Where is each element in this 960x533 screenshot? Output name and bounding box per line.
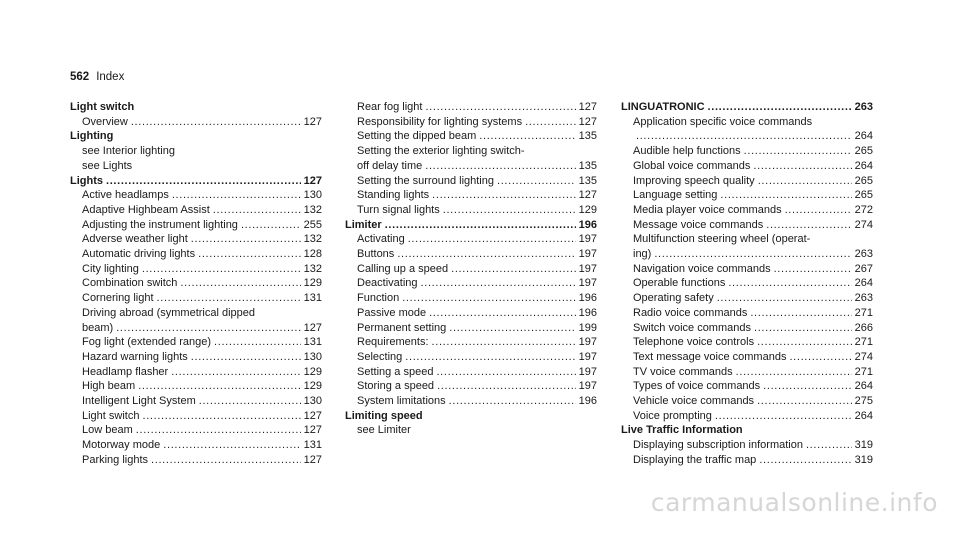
- entry-label: Buttons: [357, 248, 395, 261]
- index-heading: [70, 100, 322, 115]
- entry-label: Switch voice commands: [633, 321, 751, 334]
- leader-dots: [757, 394, 852, 409]
- leader-dots: [750, 306, 851, 321]
- index-entry: [621, 174, 873, 189]
- page-ref: 197: [578, 262, 597, 275]
- entry-label: Standing lights: [357, 189, 430, 202]
- entry-label: Combination switch: [82, 277, 178, 290]
- index-entry: [345, 159, 597, 174]
- leader-dots: [136, 423, 301, 438]
- index-entry: [621, 276, 873, 291]
- index-entry: [345, 365, 597, 380]
- entry-label: Motorway mode: [82, 439, 161, 452]
- page-ref: 132: [303, 233, 322, 246]
- index-entry: [70, 321, 322, 336]
- index-column-1: [70, 100, 322, 468]
- index-entry: [621, 438, 873, 453]
- entry-label: Requirements:: [357, 336, 429, 349]
- leader-dots: [172, 188, 301, 203]
- entry-label: System limitations: [357, 395, 446, 408]
- index-entry: [345, 232, 597, 247]
- index-entry: [621, 365, 873, 380]
- entry-label: beam): [82, 321, 114, 334]
- index-entry: [70, 262, 322, 277]
- page-ref: 263: [854, 292, 873, 305]
- index-entry: [70, 115, 322, 130]
- entry-label: Navigation voice commands: [633, 262, 771, 275]
- leader-dots: [717, 291, 852, 306]
- index-entry: [621, 394, 873, 409]
- page-ref: 266: [854, 321, 873, 334]
- leader-dots: [425, 100, 575, 115]
- index-entry: [621, 350, 873, 365]
- leader-dots: [157, 291, 301, 306]
- leader-dots: [138, 379, 300, 394]
- page-ref: 274: [854, 218, 873, 231]
- page-ref: 264: [854, 277, 873, 290]
- entry-label: Turn signal lights: [357, 203, 440, 216]
- leader-dots: [789, 350, 851, 365]
- leader-dots: [405, 350, 575, 365]
- entry-label: Parking lights: [82, 453, 149, 466]
- page-ref: 199: [578, 321, 597, 334]
- entry-label: ing): [633, 248, 652, 261]
- index-entry: [70, 438, 322, 453]
- leader-dots: [213, 203, 301, 218]
- entry-label: Passive mode: [357, 306, 427, 319]
- page-ref: 319: [854, 453, 873, 466]
- page-ref: 263: [854, 248, 873, 261]
- leader-dots: [432, 188, 575, 203]
- index-entry: [70, 306, 322, 321]
- entry-label: Selecting: [357, 350, 403, 363]
- leader-dots: [720, 188, 851, 203]
- entry-label: Voice prompting: [633, 409, 712, 422]
- page-ref: 127: [303, 453, 322, 466]
- index-entry: [70, 232, 322, 247]
- index-entry: [345, 174, 597, 189]
- index-column-3: [621, 100, 873, 468]
- index-entry: [70, 218, 322, 233]
- index-entry: [345, 262, 597, 277]
- index-entry: [70, 276, 322, 291]
- page-ref: 129: [303, 365, 322, 378]
- index-entry: [621, 203, 873, 218]
- leader-dots: [142, 262, 301, 277]
- leader-dots: [191, 350, 301, 365]
- index-entry: [621, 144, 873, 159]
- entry-label: Calling up a speed: [357, 262, 449, 275]
- page-ref: 129: [578, 203, 597, 216]
- page-ref: 132: [303, 203, 322, 216]
- leader-dots: [385, 218, 576, 233]
- entry-label: Multifunction steering wheel (operat-: [633, 233, 811, 246]
- page-header: [70, 71, 124, 83]
- leader-dots: [715, 409, 852, 424]
- leader-dots: [437, 379, 576, 394]
- page-ref: 265: [854, 189, 873, 202]
- index-entry: [621, 291, 873, 306]
- index-entry: [70, 203, 322, 218]
- page-ref: 127: [303, 409, 322, 422]
- leader-dots: [191, 232, 301, 247]
- entry-label: Setting a speed: [357, 365, 434, 378]
- page-ref: 271: [854, 365, 873, 378]
- leader-dots: [180, 276, 300, 291]
- entry-label: Adjusting the instrument lighting: [82, 218, 238, 231]
- index-entry: [621, 115, 873, 130]
- entry-label: see Lights: [82, 159, 133, 172]
- leader-dots: [654, 247, 851, 262]
- index-entry: [70, 423, 322, 438]
- index-heading: [345, 409, 597, 424]
- index-entry: [345, 291, 597, 306]
- entry-label: Media player voice commands: [633, 203, 782, 216]
- page-ref: 197: [578, 365, 597, 378]
- page-ref: 197: [578, 350, 597, 363]
- index-entry: [621, 188, 873, 203]
- page-ref: 197: [578, 336, 597, 349]
- index-entry: [70, 247, 322, 262]
- leader-dots: [163, 438, 300, 453]
- leader-dots: [214, 335, 301, 350]
- watermark: carmanualsonline.info: [650, 488, 938, 517]
- leader-dots: [443, 203, 576, 218]
- page-ref: 319: [854, 439, 873, 452]
- leader-dots: [432, 335, 576, 350]
- index-entry: [345, 115, 597, 130]
- leader-dots: [525, 115, 576, 130]
- page-ref: 196: [578, 306, 597, 319]
- entry-label: Operating safety: [633, 292, 714, 305]
- page-ref: 264: [854, 130, 873, 143]
- leader-dots: [142, 409, 300, 424]
- entry-label: Setting the exterior lighting switch-: [357, 145, 525, 158]
- entry-label: Displaying subscription information: [633, 439, 803, 452]
- entry-label: Intelligent Light System: [82, 395, 196, 408]
- leader-dots: [728, 276, 851, 291]
- leader-dots: [497, 174, 576, 189]
- page-ref: 263: [854, 101, 873, 113]
- leader-dots: [421, 276, 576, 291]
- index-entry: [621, 262, 873, 277]
- entry-label: Radio voice commands: [633, 306, 748, 319]
- page-ref: 197: [578, 248, 597, 261]
- index-entry: [621, 129, 873, 144]
- page-ref: 129: [303, 277, 322, 290]
- leader-dots: [425, 159, 575, 174]
- entry-label: Operable functions: [633, 277, 726, 290]
- page-ref: 128: [303, 248, 322, 261]
- page-ref: 274: [854, 350, 873, 363]
- page-ref: 267: [854, 262, 873, 275]
- entry-label: Improving speech quality: [633, 174, 755, 187]
- entry-label: Storing a speed: [357, 380, 435, 393]
- page-ref: 265: [854, 174, 873, 187]
- entry-label: off delay time: [357, 159, 423, 172]
- index-entry: [345, 247, 597, 262]
- page-ref: 196: [578, 218, 597, 231]
- index-entry: [70, 188, 322, 203]
- index-entry: [70, 409, 322, 424]
- page-ref: 272: [854, 203, 873, 216]
- index-entry: [621, 247, 873, 262]
- entry-label: Displaying the traffic map: [633, 453, 757, 466]
- leader-dots: [759, 453, 851, 468]
- entry-label: Global voice commands: [633, 159, 751, 172]
- index-entry: [70, 394, 322, 409]
- entry-label: Types of voice commands: [633, 380, 761, 393]
- index-entry: [621, 409, 873, 424]
- leader-dots: [451, 262, 576, 277]
- leader-dots: [736, 365, 852, 380]
- index-entry: [70, 144, 322, 159]
- page-ref: 265: [854, 145, 873, 158]
- index-heading: [70, 174, 322, 189]
- index-entry: [345, 188, 597, 203]
- index-entry: [621, 306, 873, 321]
- page-ref: 135: [578, 130, 597, 143]
- index-entry: [345, 379, 597, 394]
- section-title: Index: [96, 71, 125, 83]
- entry-label: Headlamp flasher: [82, 365, 169, 378]
- page-ref: 127: [578, 189, 597, 202]
- entry-label: Application specific voice commands: [633, 115, 813, 128]
- entry-label: Driving abroad (symmetrical dipped: [82, 306, 256, 319]
- entry-label: Adaptive Highbeam Assist: [82, 203, 210, 216]
- entry-label: Telephone voice controls: [633, 336, 755, 349]
- entry-label: Light switch: [70, 101, 135, 113]
- index-entry: [621, 232, 873, 247]
- leader-dots: [708, 100, 852, 115]
- index-heading: [621, 100, 873, 115]
- index-entry: [621, 335, 873, 350]
- entry-label: Setting the dipped beam: [357, 130, 477, 143]
- page-ref: 130: [303, 350, 322, 363]
- index-entry: [70, 379, 322, 394]
- entry-label: Text message voice commands: [633, 350, 787, 363]
- entry-label: Responsibility for lighting systems: [357, 115, 523, 128]
- page-ref: 132: [303, 262, 322, 275]
- page-ref: 197: [578, 380, 597, 393]
- page-ref: 127: [303, 115, 322, 128]
- page-number: 562: [70, 71, 90, 83]
- page-ref: 271: [854, 306, 873, 319]
- page-ref: 197: [578, 277, 597, 290]
- index-entry: [621, 218, 873, 233]
- page-ref: 271: [854, 336, 873, 349]
- leader-dots: [151, 453, 301, 468]
- index-entry: [70, 365, 322, 380]
- index-entry: [345, 335, 597, 350]
- index-entry: [70, 159, 322, 174]
- page-ref: 135: [578, 174, 597, 187]
- entry-label: Rear fog light: [357, 101, 423, 113]
- page-ref: 130: [303, 395, 322, 408]
- entry-label: Setting the surround lighting: [357, 174, 494, 187]
- leader-dots: [806, 438, 852, 453]
- entry-label: Message voice commands: [633, 218, 764, 231]
- leader-dots: [636, 129, 852, 144]
- entry-label: Lighting: [70, 130, 114, 143]
- entry-label: Deactivating: [357, 277, 418, 290]
- index-entry: [345, 129, 597, 144]
- index-entry: [345, 144, 597, 159]
- leader-dots: [774, 262, 852, 277]
- entry-label: Vehicle voice commands: [633, 395, 755, 408]
- leader-dots: [199, 394, 301, 409]
- entry-label: Active headlamps: [82, 189, 169, 202]
- entry-label: Limiting speed: [345, 409, 423, 422]
- index-heading: [345, 218, 597, 233]
- page-ref: 127: [303, 424, 322, 437]
- page-ref: 131: [303, 336, 322, 349]
- index-entry: [621, 453, 873, 468]
- entry-label: Language setting: [633, 189, 718, 202]
- entry-label: TV voice commands: [633, 365, 733, 378]
- entry-label: City lighting: [82, 262, 139, 275]
- entry-label: Live Traffic Information: [621, 424, 743, 437]
- page-ref: 129: [303, 380, 322, 393]
- index-entry: [70, 291, 322, 306]
- index-entry: [345, 321, 597, 336]
- index-entry: [70, 350, 322, 365]
- leader-dots: [171, 365, 300, 380]
- page-ref: 275: [854, 395, 873, 408]
- leader-dots: [449, 321, 575, 336]
- leader-dots: [408, 232, 576, 247]
- page-ref: 264: [854, 409, 873, 422]
- leader-dots: [131, 115, 301, 130]
- leader-dots: [763, 379, 851, 394]
- page-ref: 127: [303, 174, 322, 187]
- leader-dots: [116, 321, 300, 336]
- page-ref: 197: [578, 233, 597, 246]
- leader-dots: [754, 321, 852, 336]
- leader-dots: [758, 174, 852, 189]
- page-ref: 264: [854, 380, 873, 393]
- page-ref: 131: [303, 439, 322, 452]
- page-ref: 131: [303, 292, 322, 305]
- index-entry: [621, 379, 873, 394]
- entry-label: Low beam: [82, 424, 133, 437]
- page-ref: 130: [303, 189, 322, 202]
- leader-dots: [753, 159, 851, 174]
- entry-label: High beam: [82, 380, 136, 393]
- leader-dots: [449, 394, 576, 409]
- entry-label: Hazard warning lights: [82, 350, 188, 363]
- index-column-2: [345, 100, 597, 438]
- leader-dots: [757, 335, 852, 350]
- entry-label: Fog light (extended range): [82, 336, 212, 349]
- page-ref: 196: [578, 395, 597, 408]
- index-entry: [621, 321, 873, 336]
- entry-label: LINGUATRONIC: [621, 101, 705, 113]
- index-entry: [345, 203, 597, 218]
- index-entry: [345, 350, 597, 365]
- index-entry: [345, 423, 597, 438]
- page-ref: 135: [578, 159, 597, 172]
- entry-label: Light switch: [82, 409, 140, 422]
- index-entry: [70, 453, 322, 468]
- entry-label: Audible help functions: [633, 145, 741, 158]
- entry-label: Permanent setting: [357, 321, 447, 334]
- leader-dots: [429, 306, 576, 321]
- page-ref: 127: [578, 115, 597, 128]
- entry-label: Adverse weather light: [82, 233, 188, 246]
- leader-dots: [106, 174, 301, 189]
- page-ref: 255: [303, 218, 322, 231]
- entry-label: Activating: [357, 233, 405, 246]
- entry-label: see Interior lighting: [82, 145, 175, 158]
- index-entry: [345, 394, 597, 409]
- entry-label: Overview: [82, 115, 128, 128]
- page-ref: 264: [854, 159, 873, 172]
- leader-dots: [198, 247, 301, 262]
- leader-dots: [397, 247, 575, 262]
- leader-dots: [766, 218, 851, 233]
- entry-label: see Limiter: [357, 424, 411, 437]
- index-heading: [70, 129, 322, 144]
- leader-dots: [436, 365, 575, 380]
- leader-dots: [785, 203, 852, 218]
- entry-label: Cornering light: [82, 292, 154, 305]
- index-entry: [345, 100, 597, 115]
- leader-dots: [241, 218, 301, 233]
- leader-dots: [744, 144, 852, 159]
- entry-label: Limiter: [345, 218, 382, 231]
- entry-label: Function: [357, 292, 400, 305]
- leader-dots: [479, 129, 575, 144]
- index-heading: [621, 423, 873, 438]
- page-ref: 196: [578, 292, 597, 305]
- index-entry: [621, 159, 873, 174]
- leader-dots: [402, 291, 575, 306]
- index-entry: [345, 306, 597, 321]
- entry-label: Automatic driving lights: [82, 248, 196, 261]
- index-entry: [70, 335, 322, 350]
- entry-label: Lights: [70, 174, 103, 187]
- page-ref: 127: [578, 101, 597, 113]
- index-entry: [345, 276, 597, 291]
- page-ref: 127: [303, 321, 322, 334]
